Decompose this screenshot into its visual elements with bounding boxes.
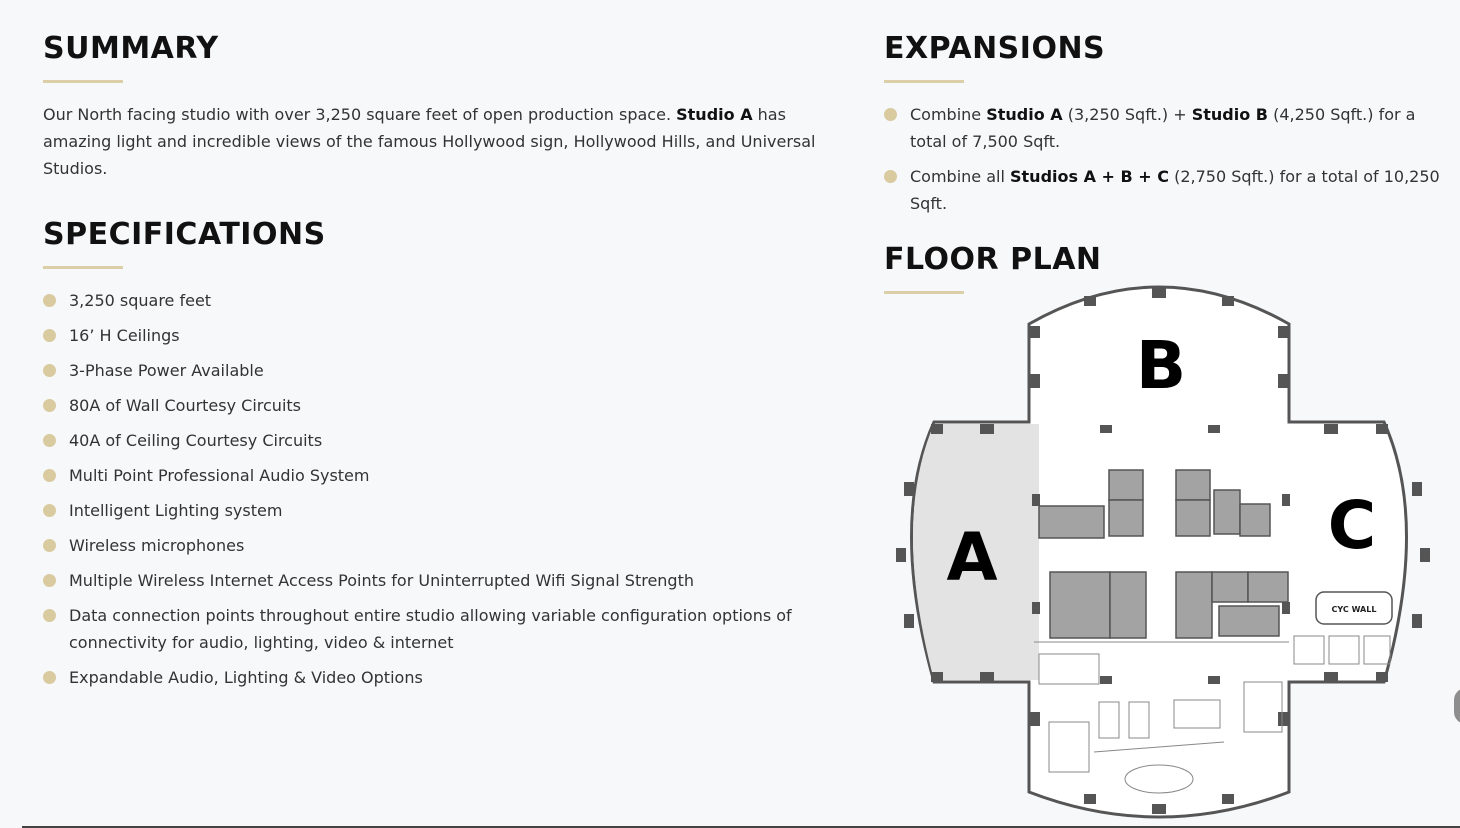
expansions-heading: EXPANSIONS <box>884 31 1106 66</box>
expansion-text: (2,750 Sqft.) for a total of 10,250 Sqft. <box>910 167 1440 213</box>
floor-plan-svg <box>884 282 1444 822</box>
summary-text <box>43 101 823 182</box>
spec-item <box>43 602 823 656</box>
bullet-dot-icon <box>884 170 897 183</box>
spec-item <box>43 532 823 559</box>
expansion-item <box>884 163 1444 217</box>
summary-heading-rule <box>43 80 123 83</box>
bullet-dot-icon <box>884 108 897 121</box>
bullet-dot-icon <box>43 469 56 482</box>
spec-item-text: 80A of Wall Courtesy Circuits <box>69 396 301 415</box>
specifications-section <box>43 216 823 691</box>
studio-b-label: B <box>1135 327 1187 404</box>
specifications-list <box>43 287 823 691</box>
bullet-dot-icon <box>43 294 56 307</box>
bullet-dot-icon <box>43 329 56 342</box>
spec-item <box>43 497 823 524</box>
bullet-dot-icon <box>43 434 56 447</box>
bullet-dot-icon <box>43 609 56 622</box>
spec-item-text: Expandable Audio, Lighting & Video Options <box>69 668 423 687</box>
bullet-dot-icon <box>43 671 56 684</box>
summary-heading: SUMMARY <box>43 31 219 66</box>
spec-item-text: 3,250 square feet <box>69 291 212 310</box>
expansion-studio-b: Studio B <box>1191 105 1268 124</box>
spec-item-text: Wireless microphones <box>69 536 245 555</box>
expansion-text: (3,250 Sqft.) + <box>1062 105 1192 124</box>
expansions-heading-rule <box>884 80 964 83</box>
specifications-heading-rule <box>43 266 123 269</box>
scroll-handle[interactable] <box>1454 688 1460 724</box>
floor-plan-image <box>884 282 1444 822</box>
bullet-dot-icon <box>43 574 56 587</box>
spec-item <box>43 392 823 419</box>
summary-text-part1: Our North facing studio with over 3,250 square feet of open production space. <box>43 105 677 124</box>
studio-a-label: A <box>946 519 998 596</box>
expansion-item <box>884 101 1444 155</box>
spec-item-text: 16’ H Ceilings <box>69 326 180 345</box>
cyc-wall-label: CYC WALL <box>1331 605 1377 614</box>
spec-item-text: Multiple Wireless Internet Access Points for Uninterrupted Wifi Signal Strength <box>69 571 694 590</box>
expansion-studios-all: Studios A + B + C <box>1010 167 1169 186</box>
spec-item <box>43 287 823 314</box>
specifications-heading: SPECIFICATIONS <box>43 217 326 252</box>
spec-item-text: Data connection points throughout entire studio allowing variable configuration options of connectivity for audio, lighting, video & internet <box>69 606 792 652</box>
expansions-section <box>884 30 1444 217</box>
summary-studio-name: Studio A <box>676 105 753 124</box>
spec-item-text: 3-Phase Power Available <box>69 361 264 380</box>
summary-section <box>43 30 823 182</box>
spec-item <box>43 664 823 691</box>
spec-item <box>43 427 823 454</box>
studio-c-label: C <box>1327 487 1377 564</box>
expansion-text: Combine <box>910 105 987 124</box>
expansion-text: (4,250 Sqft.) for a total of 7,500 Sqft. <box>910 105 1416 151</box>
spec-item <box>43 462 823 489</box>
right-column <box>884 30 1444 312</box>
summary-text-part2: has amazing light and incredible views of the famous Hollywood sign, Hollywood Hills, and Universal Studios. <box>43 105 816 178</box>
expansions-list <box>884 101 1444 217</box>
bullet-dot-icon <box>43 539 56 552</box>
bullet-dot-icon <box>43 399 56 412</box>
bullet-dot-icon <box>43 504 56 517</box>
floor-plan-heading: FLOOR PLAN <box>884 242 1102 277</box>
spec-item-text: 40A of Ceiling Courtesy Circuits <box>69 431 323 450</box>
spec-item <box>43 322 823 349</box>
spec-item-text: Multi Point Professional Audio System <box>69 466 370 485</box>
bullet-dot-icon <box>43 364 56 377</box>
spec-item <box>43 357 823 384</box>
expansion-studio-a: Studio A <box>986 105 1063 124</box>
left-column <box>43 30 823 699</box>
spec-item <box>43 567 823 594</box>
expansion-text: Combine all <box>910 167 1010 186</box>
spec-item-text: Intelligent Lighting system <box>69 501 283 520</box>
